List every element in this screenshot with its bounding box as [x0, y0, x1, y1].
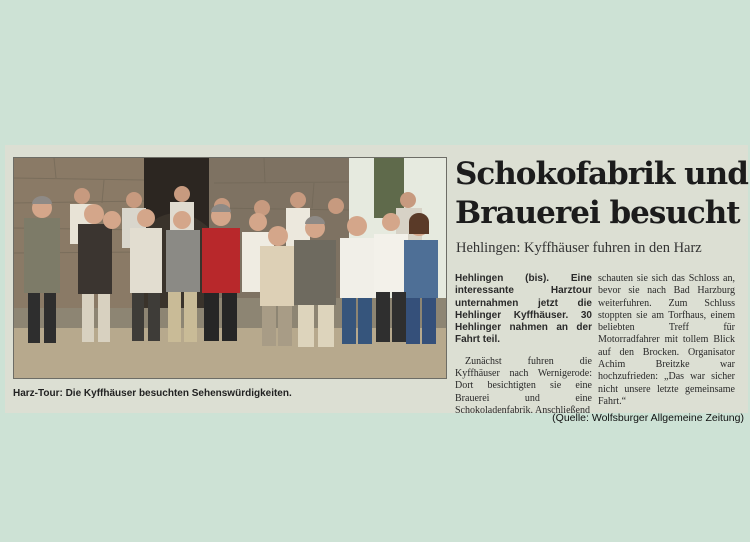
article-paragraph-continued: schauten sie sich das Schloss an, bevor sie nach Bad Harzburg weiterfuhren. Zum Schluss stoppten sie am Torfhaus, einem beliebten Treff für Motorradfahrer mit tollem Blick auf den Brocken. Organisator Achim Breitzke war hochzufrieden: „Das war sicher nicht unsere letzte gemeinsame Fahrt.“	[598, 273, 735, 407]
source-credit: (Quelle: Wolfsburger Allgemeine Zeitung)	[552, 412, 744, 424]
photo-caption: Harz-Tour: Die Kyffhäuser besuchten Sehenswürdigkeiten.	[13, 388, 292, 399]
article-paragraph: Zunächst fuhren die Kyffhäuser nach Wernigerode: Dort besichtigten sie eine Brauerei und eine Schokoladenfabrik. Anschließend	[455, 355, 592, 416]
article-column-1	[455, 273, 592, 426]
article-subheadline: Hehlingen: Kyffhäuser fuhren in den Harz	[456, 240, 702, 256]
article-column-2	[598, 273, 735, 417]
article-lead: Hehlingen (bis). Eine interessante Harztour unternahmen jetzt die Hehlinger Kyffhäuser. 30 Hehlinger nahmen an der Fahrt teil.	[455, 273, 592, 346]
group-photo	[13, 157, 447, 379]
article-headline: Schokofabrik und Brauerei besucht	[455, 156, 748, 231]
newspaper-clipping	[5, 145, 748, 416]
